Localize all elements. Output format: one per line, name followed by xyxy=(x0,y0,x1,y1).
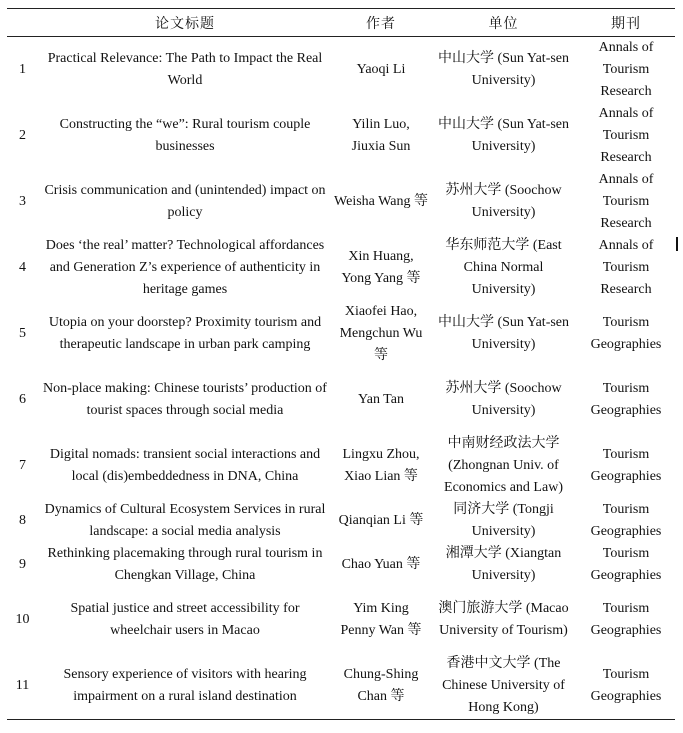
header-title: 论文标题 xyxy=(38,9,332,37)
row-number: 7 xyxy=(19,458,26,473)
row-journal: Tourism Geographies xyxy=(590,546,662,583)
row-number: 5 xyxy=(19,326,26,341)
row-journal: Annals of Tourism Research xyxy=(598,40,654,99)
row-unit: 中南财经政法大学 (Zhongnan Univ. of Economics and Law) xyxy=(444,436,563,495)
row-title: Sensory experience of visitors with hearing impairment on a rural island destination xyxy=(38,653,332,720)
table-row xyxy=(7,543,675,587)
row-unit: 苏州大学 (Soochow University) xyxy=(445,381,562,418)
row-author: Yaoqi Li xyxy=(356,62,406,77)
table-row xyxy=(7,37,675,104)
header-row xyxy=(7,9,675,37)
row-author: Yim King Penny Wan 等 xyxy=(340,601,422,638)
row-author: Xin Huang, Yong Yang 等 xyxy=(341,249,421,286)
row-journal: Tourism Geographies xyxy=(590,381,662,418)
table-row xyxy=(7,587,675,653)
row-author: Qianqian Li 等 xyxy=(338,513,424,528)
row-number: 8 xyxy=(19,513,26,528)
row-title: Does ‘the real’ matter? Technological affordances and Generation Z’s experience of authenticity in heritage games xyxy=(45,238,325,297)
row-title: Constructing the “we”: Rural tourism couple businesses xyxy=(59,117,311,154)
header-unit: 单位 xyxy=(430,9,577,37)
row-title: Practical Relevance: The Path to Impact the Real World xyxy=(47,51,323,88)
row-number: 11 xyxy=(7,653,38,720)
row-author: Yilin Luo, Jiuxia Sun xyxy=(351,117,411,154)
table-row xyxy=(7,653,675,720)
row-number: 10 xyxy=(15,612,30,627)
row-number: 9 xyxy=(19,557,26,572)
row-unit: 中山大学 (Sun Yat-sen University) xyxy=(437,51,570,88)
table-row xyxy=(7,499,675,543)
table-row xyxy=(7,367,675,433)
row-unit: 香港中文大学 (The Chinese University of Hong Kong) xyxy=(430,653,577,720)
row-number: 2 xyxy=(19,128,26,143)
row-number: 3 xyxy=(19,194,26,209)
row-unit: 澳门旅游大学 (Macao University of Tourism) xyxy=(438,601,569,638)
table-row xyxy=(7,169,675,235)
row-number: 4 xyxy=(19,260,26,275)
row-author: Chung-Shing Chan 等 xyxy=(332,653,430,720)
row-journal: Tourism Geographies xyxy=(590,315,662,352)
row-title: Dynamics of Cultural Ecosystem Services in rural landscape: a social media analysis xyxy=(44,502,326,539)
table-header xyxy=(7,9,675,37)
row-journal: Annals of Tourism Research xyxy=(598,172,654,231)
row-journal: Tourism Geographies xyxy=(577,653,675,720)
row-journal: Tourism Geographies xyxy=(590,601,662,638)
row-title: Spatial justice and street accessibility for wheelchair users in Macao xyxy=(70,601,300,638)
row-author: Xiaofei Hao, Mengchun Wu 等 xyxy=(339,304,423,363)
row-author: Lingxu Zhou, Xiao Lian 等 xyxy=(342,447,420,484)
table-row xyxy=(7,301,675,367)
row-title: Digital nomads: transient social interactions and local (dis)embeddedness in DNA, China xyxy=(49,447,321,484)
row-title: Non-place making: Chinese tourists’ production of tourist spaces through social media xyxy=(43,381,327,418)
row-unit: 中山大学 (Sun Yat-sen University) xyxy=(437,117,570,154)
row-unit: 湘潭大学 (Xiangtan University) xyxy=(445,546,562,583)
table-body xyxy=(7,37,675,720)
row-unit: 中山大学 (Sun Yat-sen University) xyxy=(437,315,570,352)
papers-table xyxy=(7,8,675,720)
header-journal: 期刊 xyxy=(577,9,675,37)
row-title: Rethinking placemaking through rural tourism in Chengkan Village, China xyxy=(47,546,323,583)
row-title: Crisis communication and (unintended) impact on policy xyxy=(44,183,326,220)
table-row xyxy=(7,235,675,301)
row-journal: Annals of Tourism Research xyxy=(598,106,654,165)
row-journal: Tourism Geographies xyxy=(590,502,662,539)
text-cursor xyxy=(676,237,678,251)
row-journal: Tourism Geographies xyxy=(590,447,662,484)
row-author: Weisha Wang 等 xyxy=(334,194,428,209)
row-number: 1 xyxy=(19,62,26,77)
row-title: Utopia on your doorstep? Proximity tourism and therapeutic landscape in urban park camping xyxy=(48,315,322,352)
row-author: Yan Tan xyxy=(358,392,404,407)
row-unit: 苏州大学 (Soochow University) xyxy=(445,183,562,220)
row-unit: 同济大学 (Tongji University) xyxy=(453,502,554,539)
header-author: 作者 xyxy=(332,9,430,37)
row-number: 6 xyxy=(19,392,26,407)
row-author: Chao Yuan 等 xyxy=(341,557,421,572)
table-row xyxy=(7,433,675,499)
table-row xyxy=(7,103,675,169)
row-unit: 华东师范大学 (East China Normal University) xyxy=(445,238,562,297)
row-journal: Annals of Tourism Research xyxy=(598,238,654,297)
header-number xyxy=(7,9,38,37)
